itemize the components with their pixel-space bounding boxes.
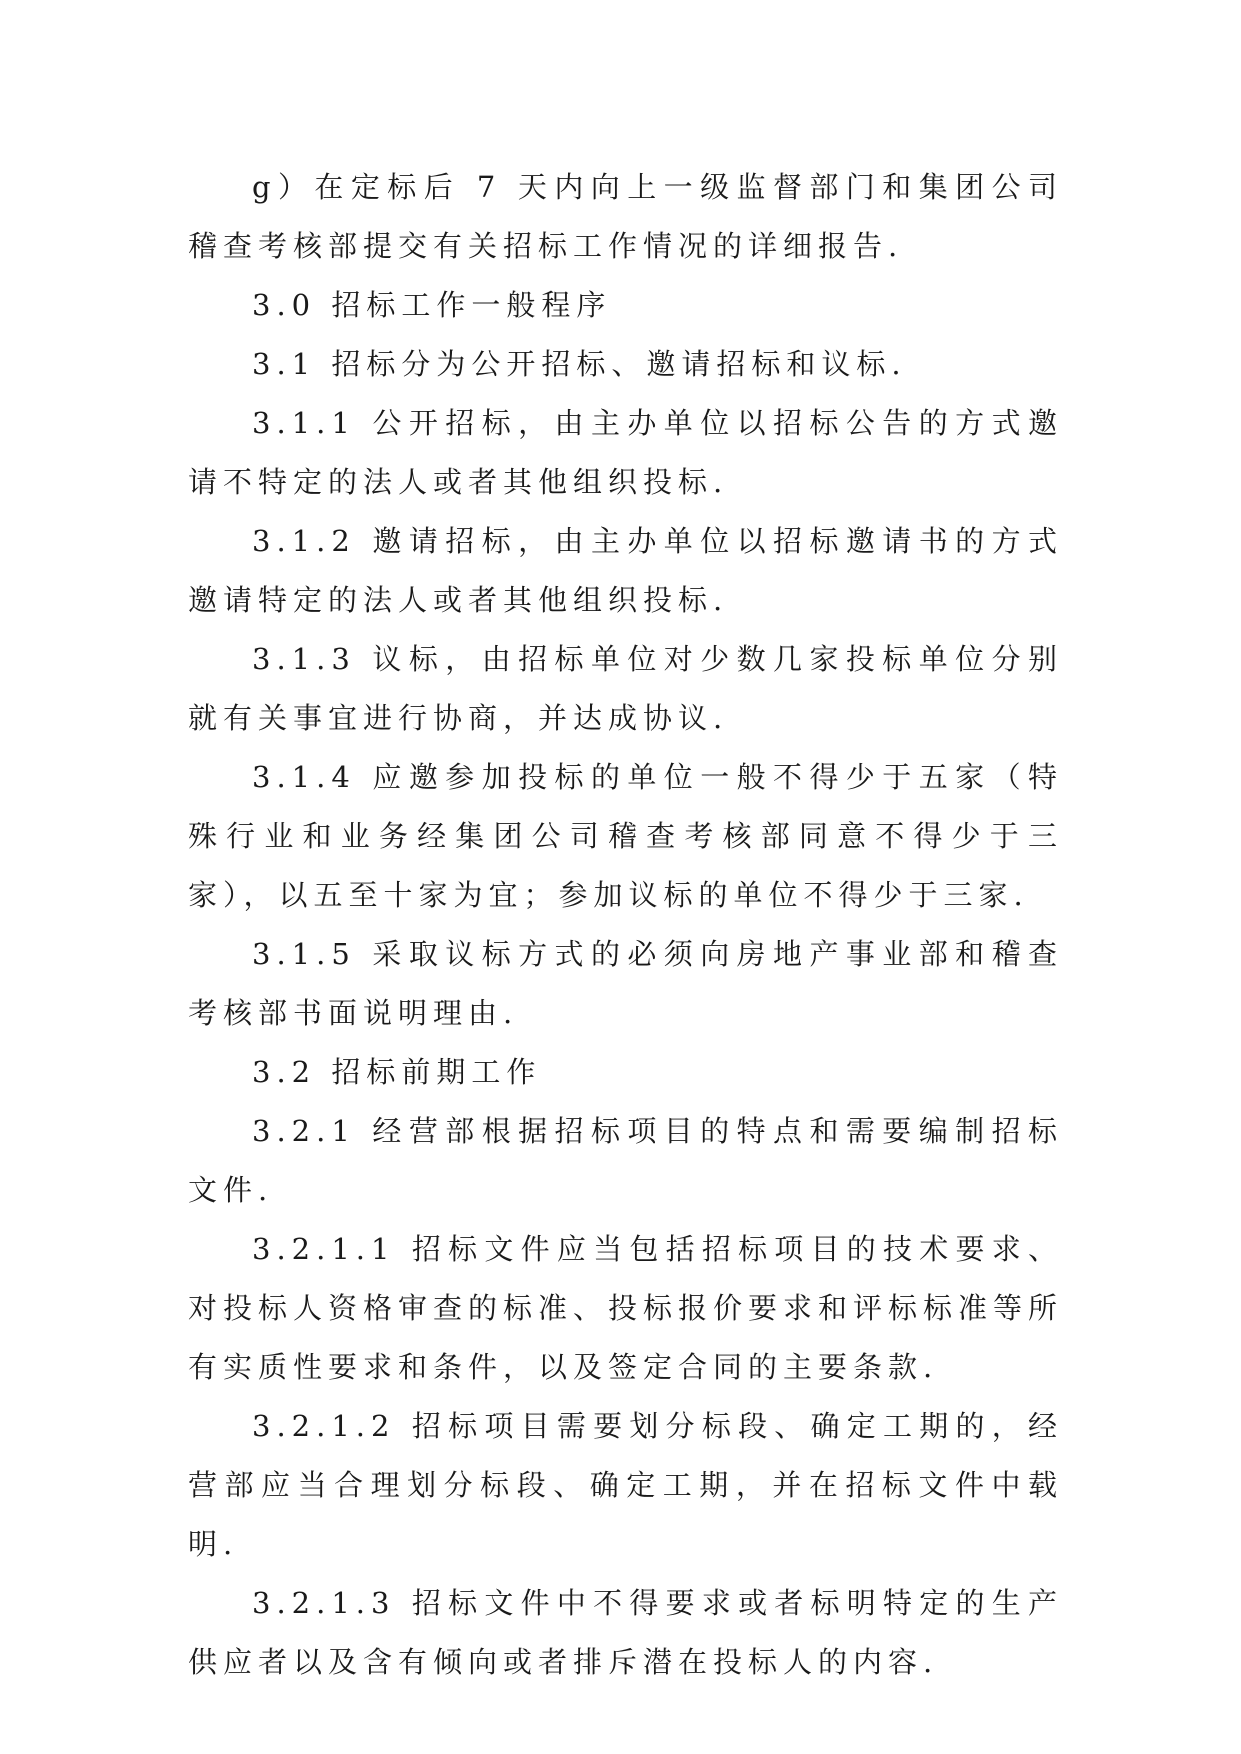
document-body bbox=[188, 158, 1063, 1692]
paragraph-3-2-1-1: 3.2.1.1 招标文件应当包括招标项目的技术要求、对投标人资格审查的标准、投标报价要求和评标标准等所有实质性要求和条件，以及签定合同的主要条款. bbox=[188, 1232, 1064, 1384]
paragraph-3-1-4: 3.1.4 应邀参加投标的单位一般不得少于五家（特殊行业和业务经集团公司稽查考核部同意不得少于三家），以五至十家为宜；参加议标的单位不得少于三家. bbox=[188, 760, 1063, 912]
paragraph-3-2-1: 3.2.1 经营部根据招标项目的特点和需要编制招标文件. bbox=[188, 1114, 1063, 1207]
paragraph-3-1-3: 3.1.3 议标，由招标单位对少数几家投标单位分别就有关事宜进行协商，并达成协议. bbox=[188, 642, 1063, 735]
paragraph-3-1-1: 3.1.1 公开招标，由主办单位以招标公告的方式邀请不特定的法人或者其他组织投标. bbox=[188, 406, 1063, 499]
paragraph-3-2-heading: 3.2 招标前期工作 bbox=[252, 1055, 542, 1089]
paragraph-g-report: g）在定标后 7 天内向上一级监督部门和集团公司稽查考核部提交有关招标工作情况的详细报告. bbox=[188, 170, 1063, 263]
paragraph-3-1-5: 3.1.5 采取议标方式的必须向房地产事业部和稽查考核部书面说明理由. bbox=[188, 937, 1063, 1030]
paragraph-3-0-heading: 3.0 招标工作一般程序 bbox=[252, 288, 612, 322]
paragraph-3-2-1-3: 3.2.1.3 招标文件中不得要求或者标明特定的生产供应者以及含有倾向或者排斥潜在投标人的内容. bbox=[188, 1586, 1063, 1679]
paragraph-3-2-1-2: 3.2.1.2 招标项目需要划分标段、确定工期的，经营部应当合理划分标段、确定工期，并在招标文件中载明. bbox=[188, 1409, 1063, 1561]
paragraph-3-1: 3.1 招标分为公开招标、邀请招标和议标. bbox=[252, 347, 907, 381]
paragraph-3-1-2: 3.1.2 邀请招标，由主办单位以招标邀请书的方式邀请特定的法人或者其他组织投标. bbox=[188, 524, 1063, 617]
